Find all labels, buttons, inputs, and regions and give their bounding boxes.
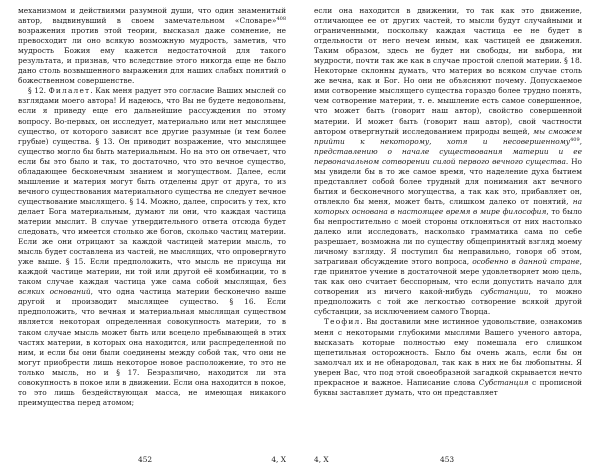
- speaker-name: Теофил: [324, 317, 361, 327]
- right-page: [314, 6, 582, 466]
- paragraph: если она находится в движении, то так как это движение, отличающее ее от других частей, то мысли будут случайными и ограниченными, поскольку каждая частица ее не будет в отдельности от него нечем иным, как частицей ее движения. Таким образом, здесь не будет ни свободы, ни выбора, ни мудрости, почти так же как в случае простой слепой материи. § 18. Некоторые склонны думать, что материя во всяком случае столь же вечна, как и Бог. Но они не объясняют почему. Допускаемое ими сотворение мыслящего существа гораздо более трудно понять, чем сотворение материи, т. е. мышление есть самое совершенное, что может быть (говорит наш автор), свойство совершенной материи. И может быть (говорит наш автор), свой частности автором отвергнутый исследованием природы вещей, мы сможем прийти к некоторому, хотя и несовершенному$^{409}$, представлению о начале существования материи и ее первоначальном сотворении силой первого вечного существа. Но мы увидели бы в то же самое время, что наделение духа бытием представляет собой более трудный для понимания акт вечного бытия и бесконечного могущества, а так как это, прибавляет он, отвлекло бы меня, может быть, слишком далеко от понятий, на которых основана в настоящее время в мире философия, то было бы непростительно с моей стороны отклоняться от них настолько далеко или исследовать, насколько грамматика сама по себе разрешает, возможна ли по существу общепринятый взгляд моему личному взгляду. Я поступил бы неправильно, говоря об этом, затрагивая обсуждение этого вопроса, особенно в данной стране, где принятое учение в достаточной мере удовлетворяет мою цель, так как оно считает бесспорным, что если допустить начало для сотворения из ничего какой-нибудь субстанции, то можно предположить с той же легкостью сотворение всякой другой субстанции, за исключением самого Творца.: [314, 6, 583, 317]
- paragraph: Теофил. Вы доставили мне истинное удовольствие, ознакомив меня с некоторыми глубокими мыслями Вашего ученого автора, высказать которые полностью ему помешала его слишком щепетильная осторожность. Было бы очень жаль, если бы он замолчал их и не обнародовал, так как в них не бы любопытны. Я уверен Вас, что под этой своеобразной загадкой скрывается нечто прекрасное и важное. Написание слова Субстанция с прописной буквы заставляет думать, что он представляет: [314, 317, 582, 397]
- footnote-marker: 409: [570, 136, 580, 143]
- section-ref: 4, X: [271, 455, 286, 464]
- paragraph: механизмом и действиями разумной души, что один знаменитый автор, выдвинувший в своем замечательном «Словаре»$^{408}$ возражения против этой теории, высказал даже сомнение, не превосходит ли оно всякую возможную мудрость, заметив, что мудрость Божия ему кажется недостаточной для такого результата, и признав, что вследствие этого никогда еще не было дано столь возвышенного выражения для наших слабых понятий о божественном совершенстве.: [18, 6, 286, 86]
- left-page-text: [18, 6, 286, 408]
- speaker-name: Филалет: [48, 86, 91, 96]
- left-page: [18, 6, 286, 466]
- paragraph: § 12. Филалет. Как меня радует это согласие Ваших мыслей со взглядами моего автора! И надеюсь, что Вы не будете недовольны, если я приведу еще его дальнейшие рассуждения по этому вопросу. Во-первых, он исследует, материально или нет мыслящее существо, от которого зависят все другие разумные (и тем более грубые) существа. § 13. Он приводит возражение, что мыслящее существо могло бы быть материальным. Но на это он отвечает, что если бы это было и так, то достаточно, что это вечное существо, обладающее бесконечным знанием и могуществом. Далее, если мышление и материя могут быть отделены друг от друга, то из вечного существования материального существа не следует вечное существование мыслящего. § 14. Можно, далее, спросить у тех, кто делает Бога материальным, думают ли они, что каждая частица материи мыслит. В случае утвердительного ответа отсюда будет следовать, что имеется столько же богов, сколько частиц материи. Если же они отрицают за каждой частицей материи мысль, то мысль будет составлена из частей, не мыслящих, что опровергнуто уже выше. § 15. Если предположить, что мысль не присуща ни каждой частице материи, ни той или другой её комбинации, то в таком случае каждая частица уже сама собой мыслящая, без всяких оснований, что одна частица материи бесконечно выше другой и производит мыслящее существо. § 16. Если предположить, что вечная и материальная мыслящая существом является некоторая определенная совокупность материи, то в таком случае мысль может быть или всецело пребывающей в этих частях материи, в которых она находится, или распределенной по ним, и если бы они были соединены между собой так, что они не могут приобрести лишь некоторое новое расположение, то это не только мысль, но и § 17. Безразлично, находится ли эта совокупность в покое или в движении. Если она находится в покое, то это лишь бездействующая масса, не имеющая никакого преимущества перед атомом;: [18, 86, 287, 407]
- footnote-marker: 408: [276, 16, 286, 23]
- section-ref: 4, X: [314, 455, 329, 464]
- page-footer: [18, 455, 286, 466]
- right-page-text: [314, 6, 582, 398]
- page-number: 453: [440, 455, 455, 464]
- page-footer: [314, 455, 582, 466]
- page-number: 452: [138, 455, 153, 464]
